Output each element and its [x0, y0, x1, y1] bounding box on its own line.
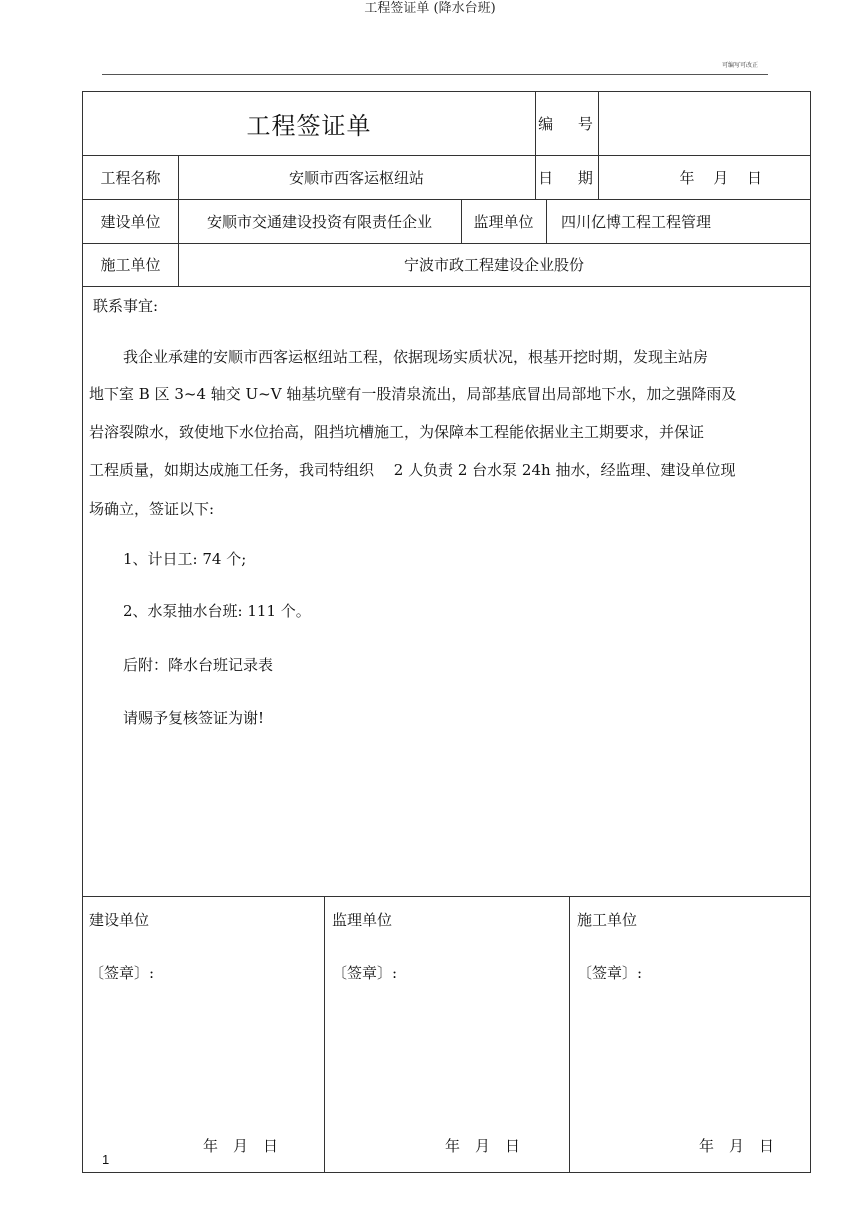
number-label: 编 号: [538, 115, 603, 133]
content-line: 场确立，签证以下:: [89, 500, 215, 518]
closing-request: 请赐予复核签证为谢!: [123, 709, 265, 727]
content-heading: 联系事宜:: [93, 297, 159, 315]
owner-label: 建设单位: [100, 212, 161, 231]
sign-supervisor-seal: 〔签章〕:: [332, 964, 398, 982]
item-pump-shifts: 2、水泵抽水台班: 111 个。: [123, 602, 311, 620]
document-header-title: 工程签证单 (降水台班): [364, 1, 496, 16]
date-label: 日 期: [538, 168, 603, 187]
contractor-label: 施工单位: [100, 256, 161, 274]
content-line: 地下室 B 区 3~4 轴交 U~V 轴基坑壁有一股清泉流出，局部基底冒出局部地下水，加之强降雨及: [89, 385, 737, 403]
sign-owner-seal: 〔签章〕:: [89, 964, 155, 982]
visa-form-table: [82, 91, 811, 1173]
header-note: 可编写可改正: [722, 63, 759, 69]
project-name-value: 安顺市西客运枢纽站: [288, 168, 424, 187]
form-title: 工程签证单: [246, 112, 372, 140]
column-divider: [546, 199, 547, 243]
owner-value: 安顺市交通建设投资有限责任企业: [206, 212, 432, 231]
sign-contractor-unit: 施工单位: [577, 911, 638, 929]
content-line: 岩溶裂隙水，致使地下水位抬高，阻挡坑槽施工，为保障本工程能依据业主工期要求，并保证: [89, 423, 705, 441]
row-divider: [83, 896, 810, 897]
page-number: 1: [102, 1152, 110, 1167]
column-divider: [569, 896, 570, 1173]
sign-contractor-date: 年 月 日: [699, 1137, 775, 1155]
sign-supervisor-unit: 监理单位: [332, 911, 393, 929]
sign-owner-unit: 建设单位: [89, 911, 150, 929]
sign-supervisor-date: 年 月 日: [445, 1137, 521, 1155]
sign-owner-date: 年 月 日: [203, 1137, 279, 1155]
header-divider: [102, 74, 768, 75]
content-line: 工程质量，如期达成施工任务，我司特组织 2 人负责 2 台水泵 24h 抽水，经监理、建设单位现: [89, 461, 736, 479]
sign-contractor-seal: 〔签章〕:: [577, 964, 643, 982]
supervisor-label: 监理单位: [473, 212, 534, 231]
column-divider: [324, 896, 325, 1173]
supervisor-value: 四川亿博工程工程管理: [561, 212, 712, 231]
row-divider: [83, 286, 810, 287]
content-line: 我企业承建的安顺市西客运枢纽站工程，依据现场实质状况，根基开挖时期，发现主站房: [123, 348, 709, 366]
item-day-labor: 1、计日工: 74 个;: [123, 550, 247, 568]
attachment-note: 后附：降水台班记录表: [123, 656, 274, 674]
date-value: 年 月 日: [679, 168, 762, 187]
project-name-label: 工程名称: [100, 168, 161, 187]
number-value: [598, 92, 810, 155]
contractor-value: 宁波市政工程建设企业股份: [403, 256, 584, 274]
